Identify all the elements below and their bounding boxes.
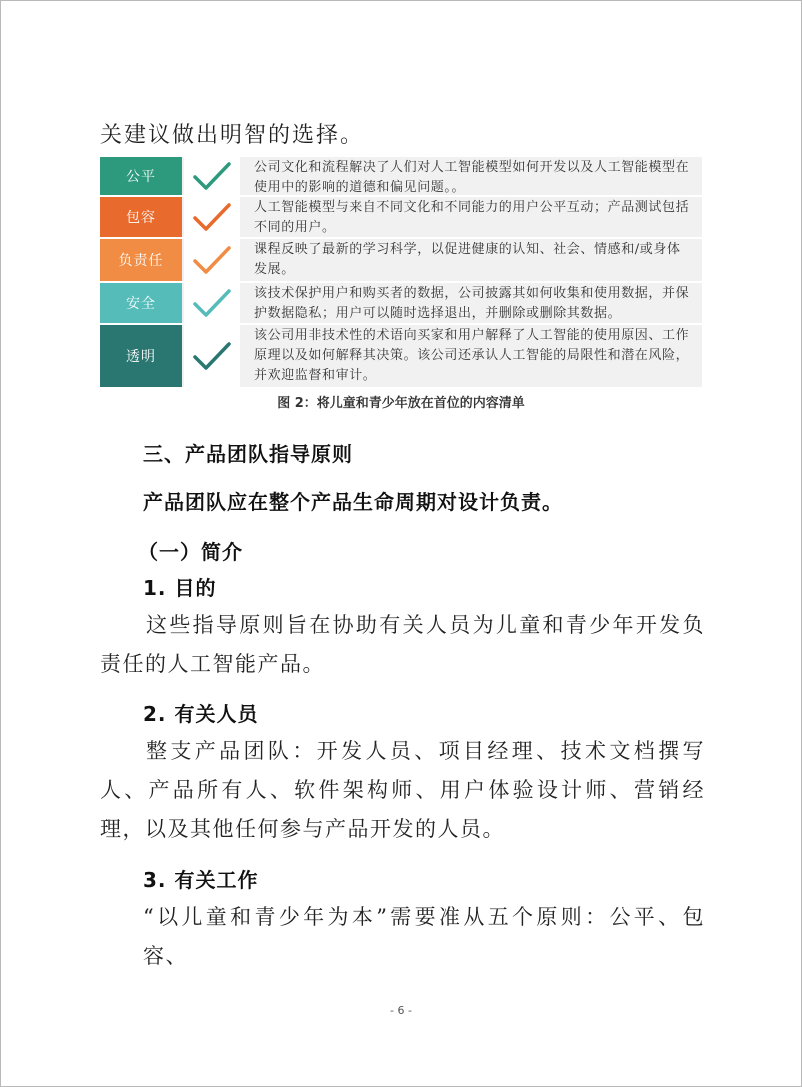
section-heading: 三、产品团队指导原则 [143,442,353,466]
page-number: - 6 - [390,1004,412,1017]
checklist-table [100,157,702,389]
row-description: 该技术保护用户和购买者的数据，公司披露其如何收集和使用数据，并保护数据隐私；用户可以随时选择退出，并删除或删除其数据。 [254,286,690,321]
row-label: 透明 [100,325,182,387]
figure-caption: 图 2：将儿童和青少年放在首位的内容清单 [277,396,525,411]
item-heading-purpose: 1. 目的 [143,576,217,600]
checklist-row-fairness [100,157,702,195]
check-icon [184,197,240,237]
check-icon [184,283,240,323]
row-label: 负责任 [100,239,182,281]
row-label: 包容 [100,197,182,237]
row-description: 课程反映了最新的学习科学，以促进健康的认知、社会、情感和/或身体发展。 [254,242,681,277]
work-paragraph: “以儿童和青少年为本”需要准从五个原则：公平、包容、 [143,905,705,968]
check-icon [184,157,240,195]
check-icon [184,239,240,281]
row-label: 安全 [100,283,182,323]
checklist-row-inclusion [100,197,702,237]
row-label: 公平 [100,157,182,195]
subsection-heading: （一）简介 [138,540,243,564]
section-lead: 产品团队应在整个产品生命周期对设计负责。 [143,490,563,514]
purpose-paragraph: 这些指导原则旨在协助有关人员为儿童和青少年开发负责任的人工智能产品。 [100,613,705,676]
row-description: 该公司用非技术性的术语向买家和用户解释了人工智能的使用原因、工作原理以及如何解释其决策。该公司还承认人工智能的局限性和潜在风险，并欢迎监督和审计。 [254,328,690,383]
checklist-row-transparency [100,325,702,387]
people-paragraph: 整支产品团队：开发人员、项目经理、技术文档撰写人、产品所有人、软件架构师、用户体验设计师、营销经理，以及其他任何参与产品开发的人员。 [100,739,705,841]
intro-text: 关建议做出明智的选择。 [100,123,365,148]
row-description: 公司文化和流程解决了人们对人工智能模型如何开发以及人工智能模型在使用中的影响的道德和偏见问题。。 [254,160,690,195]
check-icon [184,325,240,387]
item-heading-people: 2. 有关人员 [143,702,259,726]
row-description: 人工智能模型与来自不同文化和不同能力的用户公平互动；产品测试包括不同的用户。 [254,200,690,235]
checklist-row-responsibility [100,239,702,281]
item-heading-work: 3. 有关工作 [143,868,259,892]
checklist-row-safety [100,283,702,323]
